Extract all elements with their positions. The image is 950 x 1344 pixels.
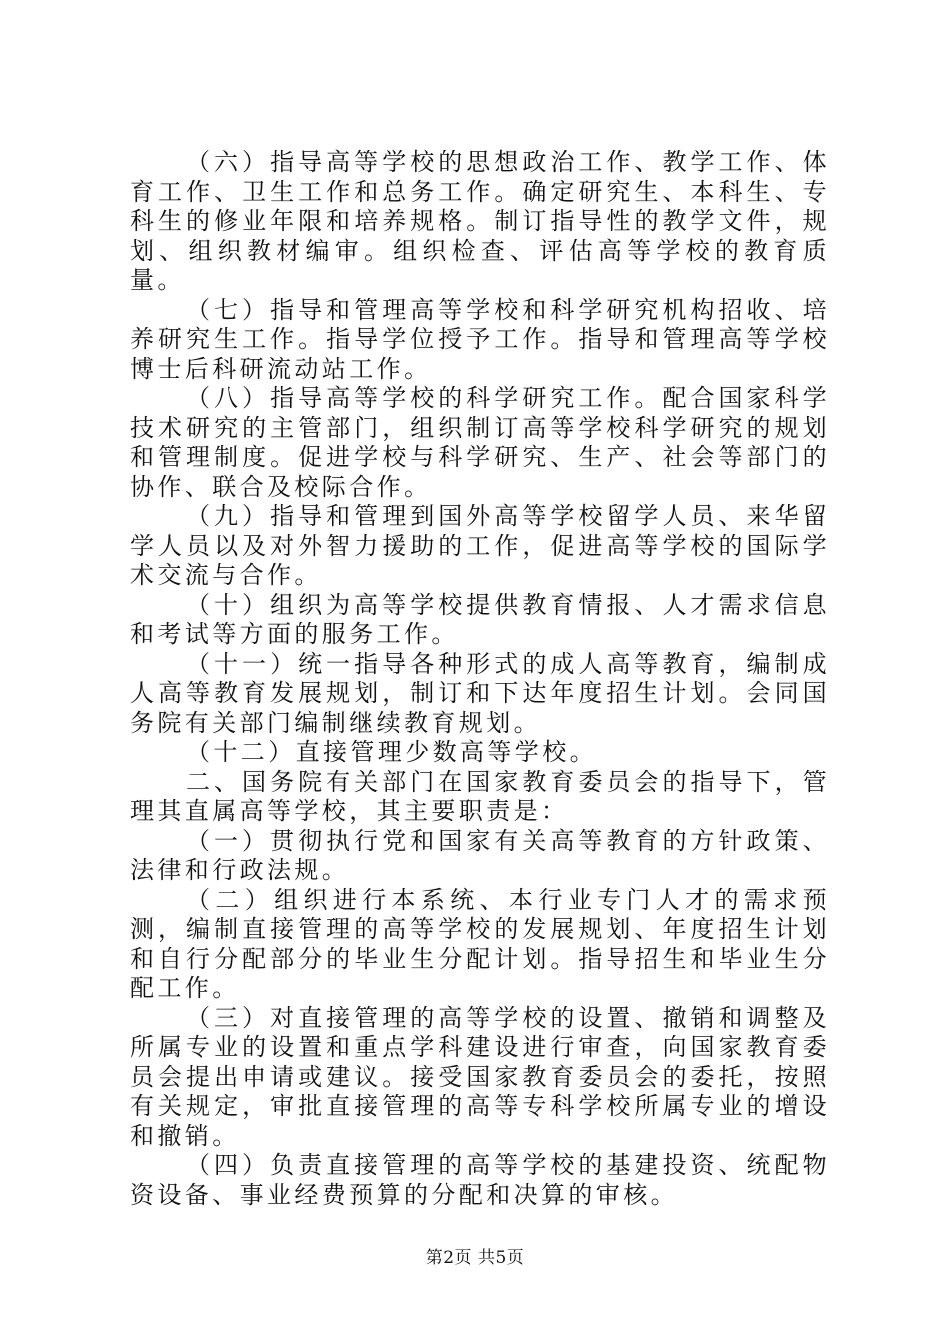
paragraph: （九）指导和管理到国外高等学校留学人员、来华留学人员以及对外智力援助的工作，促进高等学校的国际学术交流与合作。 <box>130 502 830 589</box>
paragraph: （十二）直接管理少数高等学校。 <box>186 738 597 766</box>
paragraph: （七）指导和管理高等学校和科学研究机构招收、培养研究生工作。指导学位授予工作。指导和管理高等学校博士后科研流动站工作。 <box>130 295 830 383</box>
paragraph: （六）指导高等学校的思想政治工作、教学工作、体育工作、卫生工作和总务工作。确定研究生、本科生、专科生的修业年限和培养规格。制订指导性的教学文件，规划、组织教材编审。组织检查、评估高等学校的教育质量。 <box>130 148 830 294</box>
paragraph: （四）负责直接管理的高等学校的基建投资、统配物资设备、事业经费预算的分配和决算的审核。 <box>130 1151 830 1209</box>
page-number-footer: 第2页 共5页 <box>425 1248 525 1268</box>
document-body <box>130 148 830 1210</box>
paragraph: （三）对直接管理的高等学校的设置、撤销和调整及所属专业的设置和重点学科建设进行审查，向国家教育委员会提出申请或建议。接受国家教育委员会的委托，按照有关规定，审批直接管理的高等专科学校所属专业的增设和撤销。 <box>130 1003 830 1150</box>
paragraph: （十一）统一指导各种形式的成人高等教育，编制成人高等教育发展规划，制订和下达年度招生计划。会同国务院有关部门编制继续教育规划。 <box>130 649 830 737</box>
paragraph: （二）组织进行本系统、本行业专门人才的需求预测，编制直接管理的高等学校的发展规划、年度招生计划和自行分配部分的毕业生分配计划。指导招生和毕业生分配工作。 <box>130 885 830 1002</box>
paragraph: （一）贯彻执行党和国家有关高等教育的方针政策、法律和行政法规。 <box>130 826 830 884</box>
paragraph: （十）组织为高等学校提供教育情报、人才需求信息和考试等方面的服务工作。 <box>130 590 830 648</box>
paragraph: 二、国务院有关部门在国家教育委员会的指导下，管理其直属高等学校，其主要职责是： <box>130 767 830 825</box>
paragraph: （八）指导高等学校的科学研究工作。配合国家科学技术研究的主管部门，组织制订高等学校科学研究的规划和管理制度。促进学校与科学研究、生产、社会等部门的协作、联合及校际合作。 <box>130 384 830 501</box>
